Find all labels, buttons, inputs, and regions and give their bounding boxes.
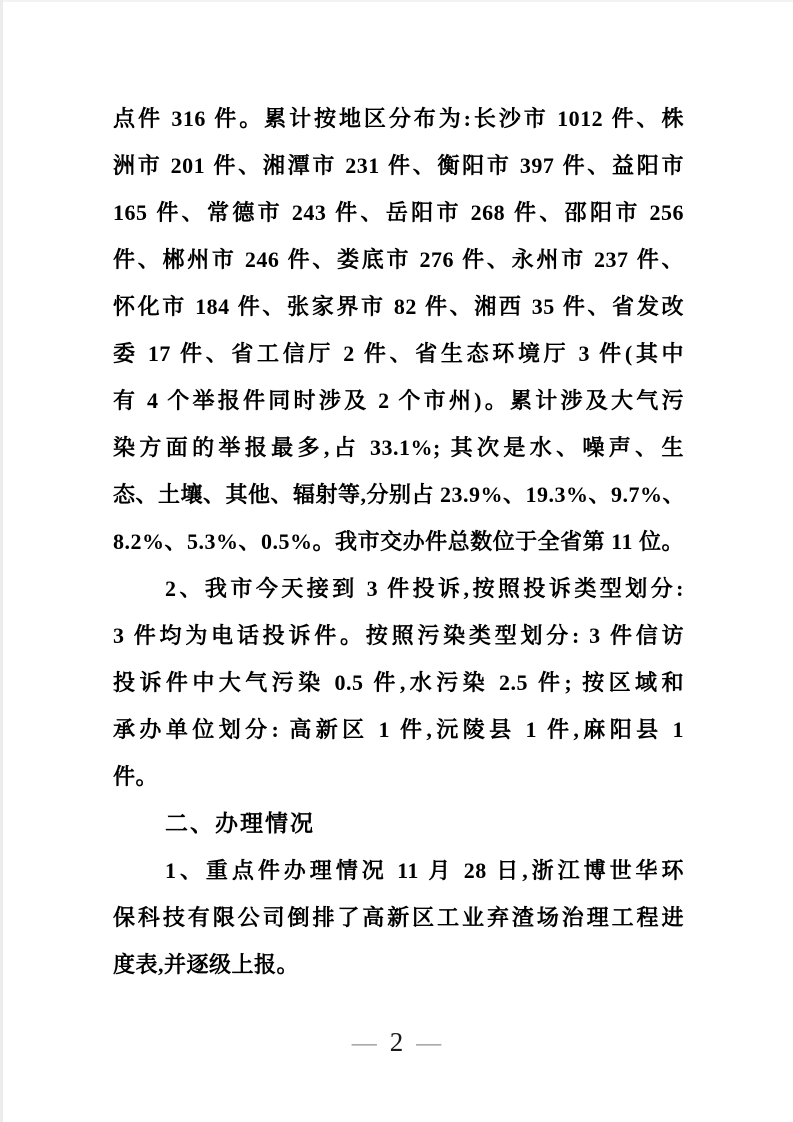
page-number: 2 xyxy=(389,1027,404,1057)
body-text-line: 洲市 201 件、湘潭市 231 件、衡阳市 397 件、益阳市 xyxy=(113,153,684,178)
body-text-line: 件。 xyxy=(113,764,159,789)
body-text-line: 委 17 件、省工信厅 2 件、省生态环境厅 3 件(其中 xyxy=(113,341,684,366)
body-text-line: 度表,并逐级上报。 xyxy=(113,952,300,977)
body-text-line: 点件 316 件。累计按地区分布为:长沙市 1012 件、株 xyxy=(113,106,684,131)
body-text-line: 投诉件中大气污染 0.5 件,水污染 2.5 件; 按区域和 xyxy=(113,670,684,695)
body-text-line: 态、土壤、其他、辐射等,分别占 23.9%、19.3%、9.7%、 xyxy=(113,482,686,507)
body-text-line: 染方面的举报最多,占 33.1%; 其次是水、噪声、生 xyxy=(113,435,684,460)
body-text-line: 1、重点件办理情况 11 月 28 日,浙江博世华环 xyxy=(165,858,684,883)
body-text-line: 有 4 个举报件同时涉及 2 个市州)。累计涉及大气污 xyxy=(113,388,684,413)
body-text-line: 8.2%、5.3%、0.5%。我市交办件总数位于全省第 11 位。 xyxy=(113,529,684,554)
page-footer xyxy=(0,1022,793,1062)
body-text-line: 件、郴州市 246 件、娄底市 276 件、永州市 237 件、 xyxy=(113,247,684,272)
body-text-line: 3 件均为电话投诉件。按照污染类型划分: 3 件信访 xyxy=(113,623,684,648)
body-text-line: 保科技有限公司倒排了高新区工业弃渣场治理工程进 xyxy=(113,905,684,930)
body-text-line: 165 件、常德市 243 件、岳阳市 268 件、邵阳市 256 xyxy=(113,200,684,225)
body-text-line: 怀化市 184 件、张家界市 82 件、湘西 35 件、省发改 xyxy=(113,294,684,319)
footer-dash-right: — xyxy=(416,1030,442,1057)
section-heading: 二、办理情况 xyxy=(165,810,315,836)
body-text-line: 2、我市今天接到 3 件投诉,按照投诉类型划分: xyxy=(165,576,684,601)
footer-dash-left: — xyxy=(351,1030,377,1057)
body-text-line: 承办单位划分: 高新区 1 件,沅陵县 1 件,麻阳县 1 xyxy=(113,717,684,742)
document-body xyxy=(113,95,684,988)
